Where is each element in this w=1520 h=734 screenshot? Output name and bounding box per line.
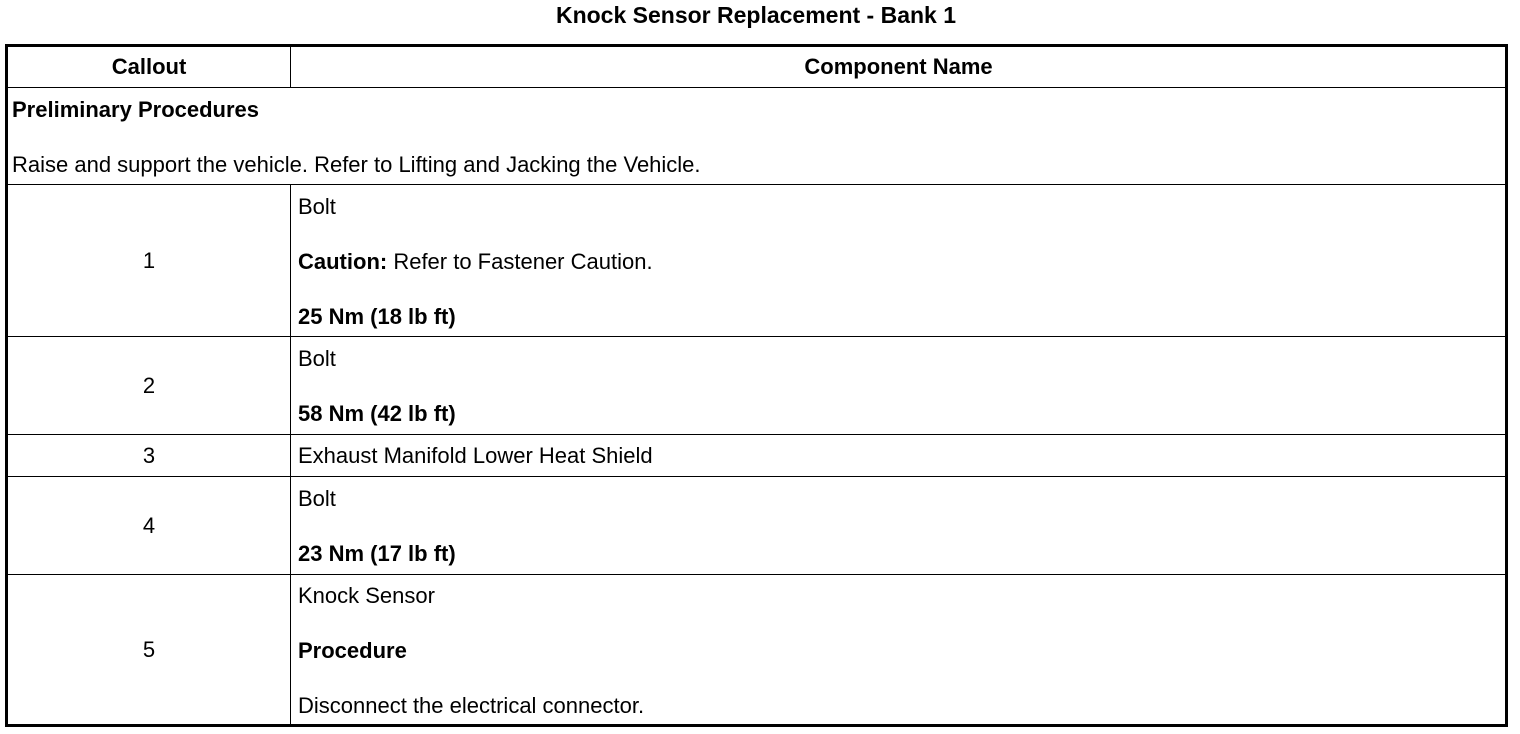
preliminary-text: Raise and support the vehicle. Refer to Lifting and Jacking the Vehicle. bbox=[12, 152, 701, 177]
component-name: Exhaust Manifold Lower Heat Shield bbox=[298, 443, 653, 468]
table-row bbox=[8, 574, 1505, 724]
table-header-row bbox=[8, 47, 1505, 87]
callout-cell: 2 bbox=[8, 337, 291, 434]
torque-spec: 23 Nm (17 lb ft) bbox=[298, 541, 456, 566]
caution-text: Refer to Fastener Caution. bbox=[387, 249, 653, 274]
component-name-column-header: Component Name bbox=[804, 54, 993, 79]
table-row bbox=[8, 434, 1505, 476]
callout-cell: 3 bbox=[8, 435, 291, 476]
torque-spec: 58 Nm (42 lb ft) bbox=[298, 401, 456, 426]
component-cell bbox=[292, 435, 1505, 476]
document-title: Knock Sensor Replacement - Bank 1 bbox=[555, 2, 957, 28]
component-cell bbox=[292, 477, 1505, 574]
component-name: Bolt bbox=[298, 486, 336, 511]
component-cell bbox=[292, 185, 1505, 336]
callout-column-header: Callout bbox=[8, 47, 291, 87]
procedure-step: Disconnect the electrical connector. bbox=[298, 693, 645, 718]
component-name: Bolt bbox=[298, 194, 336, 219]
callout-cell: 1 bbox=[8, 185, 291, 336]
preliminary-heading: Preliminary Procedures bbox=[12, 97, 260, 122]
caution-note bbox=[298, 249, 653, 275]
component-name: Bolt bbox=[298, 346, 336, 371]
component-cell bbox=[292, 575, 1505, 724]
caution-label: Caution: bbox=[298, 249, 388, 274]
table-row bbox=[8, 184, 1505, 336]
callout-cell: 5 bbox=[8, 575, 291, 724]
preliminary-procedures-row bbox=[8, 87, 1505, 184]
table-row bbox=[8, 476, 1505, 574]
table-row bbox=[8, 336, 1505, 434]
component-name: Knock Sensor bbox=[298, 583, 435, 608]
callout-cell: 4 bbox=[8, 477, 291, 574]
component-cell bbox=[292, 337, 1505, 434]
component-table bbox=[5, 44, 1508, 727]
torque-spec: 25 Nm (18 lb ft) bbox=[298, 304, 456, 329]
procedure-label: Procedure bbox=[298, 638, 407, 663]
